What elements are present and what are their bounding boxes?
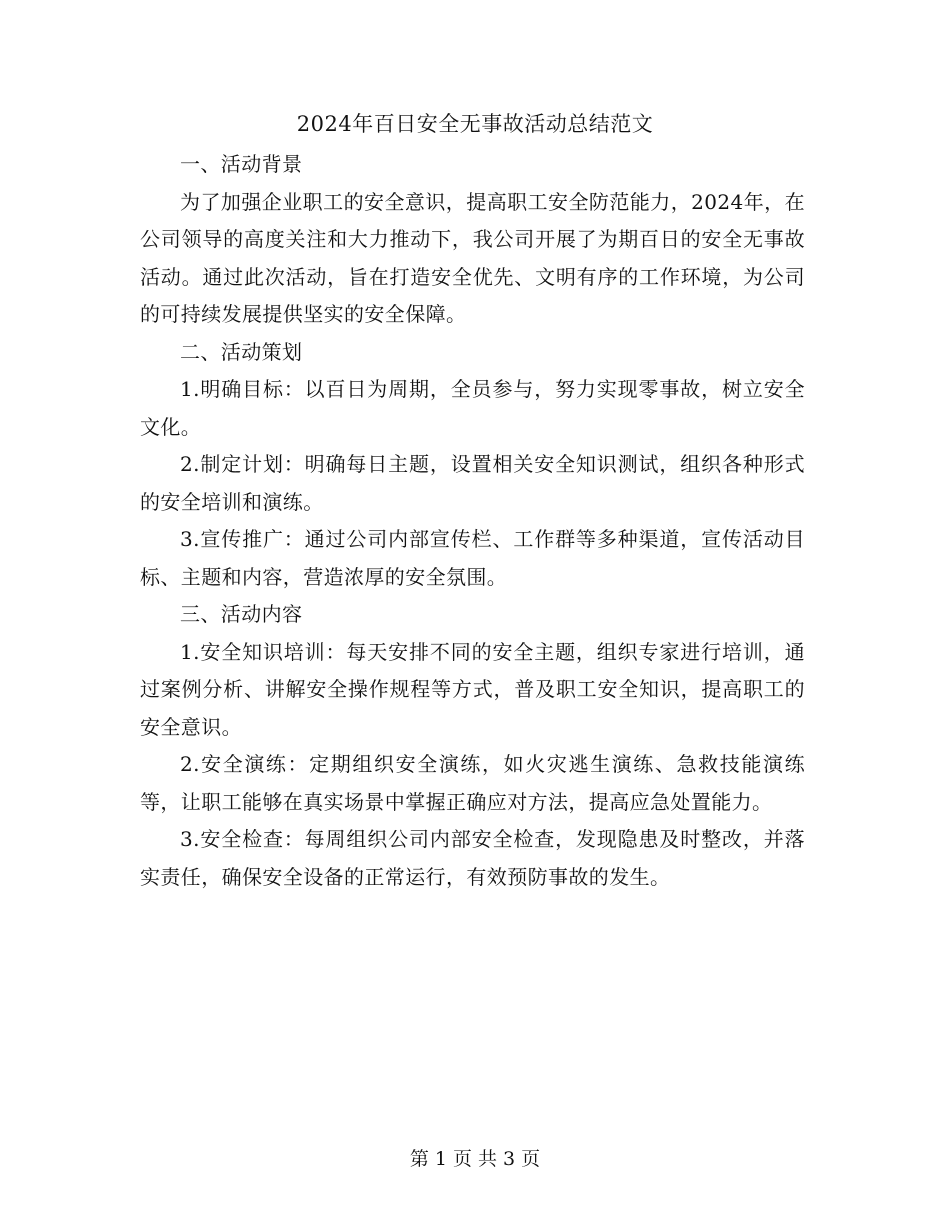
page-number-label: 第 1 页 共 3 页 — [409, 1148, 541, 1170]
section-heading-planning: 二、活动策划 — [180, 339, 303, 364]
section-heading-content: 三、活动内容 — [180, 602, 303, 626]
paragraph-content-1: 1.安全知识培训：每天安排不同的安全主题，组织专家进行培训，通过案例分析、讲解安全操作规程等方式，普及职工安全知识，提高职工的安全意识。 — [140, 639, 805, 739]
section-heading-background: 一、活动背景 — [180, 152, 303, 176]
paragraph-content-3: 3.安全检查：每周组织公司内部安全检查，发现隐患及时整改，并落实责任，确保安全设备的正常运行，有效预防事故的发生。 — [140, 827, 805, 889]
paragraph-background: 为了加强企业职工的安全意识，提高职工安全防范能力，2024年，在公司领导的高度关注和大力推动下，我公司开展了为期百日的安全无事故活动。通过此次活动，旨在打造安全优先、文明有序的工作环境，为公司的可持续发展提供坚实的安全保障。 — [140, 189, 805, 326]
paragraph-planning-1: 1.明确目标：以百日为周期，全员参与，努力实现零事故，树立安全文化。 — [140, 377, 805, 439]
document-body — [140, 146, 805, 896]
document-title: 2024年百日安全无事故活动总结范文 — [296, 112, 654, 136]
paragraph-planning-3: 3.宣传推广：通过公司内部宣传栏、工作群等多种渠道，宣传活动目标、主题和内容，营造浓厚的安全氛围。 — [140, 527, 805, 589]
paragraph-content-2: 2.安全演练：定期组织安全演练，如火灾逃生演练、急救技能演练等，让职工能够在真实场景中掌握正确应对方法，提高应急处置能力。 — [140, 752, 805, 814]
paragraph-planning-2: 2.制定计划：明确每日主题，设置相关安全知识测试，组织各种形式的安全培训和演练。 — [140, 452, 805, 514]
page-number-footer — [0, 1145, 950, 1173]
